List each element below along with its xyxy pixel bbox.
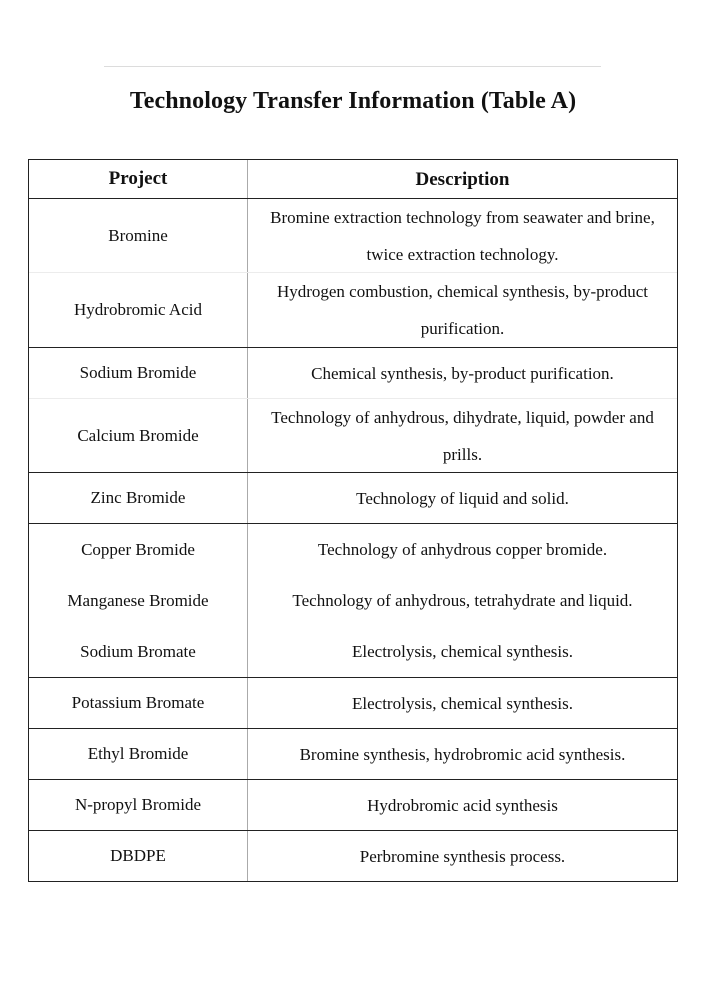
project-cell: Sodium Bromate xyxy=(29,626,248,677)
description-cell: Electrolysis, chemical synthesis. xyxy=(352,642,573,661)
table-row xyxy=(29,626,677,678)
table-row xyxy=(29,524,677,575)
page-title: Technology Transfer Information (Table A) xyxy=(129,88,577,114)
description-cell: Perbromine synthesis process. xyxy=(359,846,566,866)
description-cell: Bromine extraction technology from seawater and brine, twice extraction technology. xyxy=(270,207,655,264)
project-cell: Calcium Bromide xyxy=(29,399,248,472)
top-divider xyxy=(104,66,601,67)
header-project: Project xyxy=(29,160,248,198)
description-cell: Chemical synthesis, by-product purification. xyxy=(311,363,614,383)
project-cell: DBDPE xyxy=(29,831,248,881)
table-row xyxy=(29,199,677,273)
table-row xyxy=(29,348,677,399)
project-cell: Ethyl Bromide xyxy=(29,729,248,779)
table-row xyxy=(29,575,677,626)
technology-table xyxy=(28,159,678,882)
table-row xyxy=(29,831,677,882)
project-cell: Copper Bromide xyxy=(29,524,248,575)
description-cell: Technology of anhydrous, dihydrate, liquid, powder and prills. xyxy=(271,407,654,464)
project-cell: Potassium Bromate xyxy=(29,678,248,728)
project-cell: Zinc Bromide xyxy=(29,473,248,523)
table-row xyxy=(29,399,677,473)
header-description: Description xyxy=(415,168,510,190)
table-row xyxy=(29,273,677,348)
description-cell: Technology of anhydrous, tetrahydrate and liquid. xyxy=(292,591,633,610)
project-cell: Manganese Bromide xyxy=(29,575,248,626)
description-cell: Hydrogen combustion, chemical synthesis, by-product purification. xyxy=(276,282,649,338)
description-cell: Technology of anhydrous copper bromide. xyxy=(317,540,608,559)
project-cell: Hydrobromic Acid xyxy=(29,273,248,347)
description-cell: Electrolysis, chemical synthesis. xyxy=(352,693,573,713)
table-row xyxy=(29,473,677,524)
table-row xyxy=(29,729,677,780)
project-cell: Bromine xyxy=(29,199,248,272)
description-cell: Bromine synthesis, hydrobromic acid synthesis. xyxy=(299,744,626,764)
description-cell: Technology of liquid and solid. xyxy=(356,488,569,508)
project-cell: Sodium Bromide xyxy=(29,348,248,398)
project-cell: N-propyl Bromide xyxy=(29,780,248,830)
table-row xyxy=(29,780,677,831)
table-header-row xyxy=(29,160,677,199)
table-row xyxy=(29,678,677,729)
description-cell: Hydrobromic acid synthesis xyxy=(367,795,558,815)
